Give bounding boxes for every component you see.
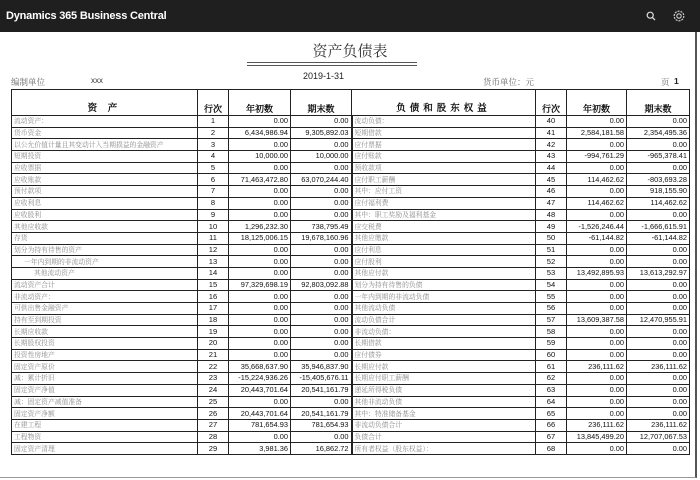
liability-row-no: 46	[536, 186, 567, 198]
table-row	[12, 151, 690, 163]
table-body	[12, 116, 690, 455]
liability-label: 其中：职工奖励及福利基金	[352, 209, 536, 221]
liability-label: 长期应付职工薪酬	[352, 373, 536, 385]
table-row	[12, 443, 690, 455]
page-number: 1	[674, 76, 679, 86]
liability-begin-value: 0.00	[567, 186, 627, 198]
liability-row-no: 51	[536, 244, 567, 256]
table-row	[12, 303, 690, 315]
liability-end-value: 13,613,292.97	[627, 267, 690, 279]
asset-label: 应收利息	[12, 197, 198, 209]
asset-row-no: 29	[198, 443, 229, 455]
asset-label: 在建工程	[12, 419, 198, 431]
app-header	[0, 0, 700, 32]
liability-label: 流动负债：	[352, 116, 536, 128]
liability-begin-value: 236,111.62	[567, 419, 627, 431]
asset-begin-value: 0.00	[229, 244, 291, 256]
liability-end-value: 0.00	[627, 443, 690, 455]
asset-label: 流动资产：	[12, 116, 198, 128]
liability-end-value: 0.00	[627, 244, 690, 256]
asset-end-value: 63,070,244.40	[291, 174, 352, 186]
asset-begin-value: 20,443,701.64	[229, 408, 291, 420]
liability-begin-value: 0.00	[567, 338, 627, 350]
asset-end-value: 16,862.72	[291, 443, 352, 455]
asset-row-no: 13	[198, 256, 229, 268]
asset-begin-value: 0.00	[229, 326, 291, 338]
liability-end-value: 0.00	[627, 373, 690, 385]
asset-begin-value: 0.00	[229, 197, 291, 209]
asset-end-value: 0.00	[291, 267, 352, 279]
liability-begin-value: 0.00	[567, 396, 627, 408]
asset-label: 货币资金	[12, 127, 198, 139]
liability-end-value: 236,111.62	[627, 419, 690, 431]
liability-row-no: 50	[536, 232, 567, 244]
asset-end-value: 20,541,161.79	[291, 408, 352, 420]
liability-label: 长期借款	[352, 338, 536, 350]
asset-begin-value: 1,296,232.30	[229, 221, 291, 233]
asset-label: 以公允价值计量且其变动计入当期损益的金融资产	[12, 139, 198, 151]
asset-label: 划分为持有待售的资产	[12, 244, 198, 256]
header-begin: 年初数	[229, 90, 291, 116]
liability-begin-value: 2,584,181.58	[567, 127, 627, 139]
asset-label: 工程物资	[12, 431, 198, 443]
liability-begin-value: 0.00	[567, 373, 627, 385]
asset-begin-value: 6,434,986.94	[229, 127, 291, 139]
liability-end-value: 0.00	[627, 291, 690, 303]
asset-row-no: 25	[198, 396, 229, 408]
table-row	[12, 244, 690, 256]
asset-begin-value: 0.00	[229, 338, 291, 350]
liability-end-value: 0.00	[627, 349, 690, 361]
asset-row-no: 20	[198, 338, 229, 350]
liability-begin-value: 0.00	[567, 244, 627, 256]
liability-row-no: 42	[536, 139, 567, 151]
liability-row-no: 67	[536, 431, 567, 443]
asset-row-no: 16	[198, 291, 229, 303]
asset-label: 投资性房地产	[12, 349, 198, 361]
table-row	[12, 162, 690, 174]
search-icon[interactable]	[644, 9, 658, 23]
liability-label: 所有者权益（股东权益）：	[352, 443, 536, 455]
liability-end-value: -803,693.28	[627, 174, 690, 186]
asset-row-no: 7	[198, 186, 229, 198]
liability-label: 预收款项	[352, 162, 536, 174]
liability-row-no: 64	[536, 396, 567, 408]
liability-begin-value: 0.00	[567, 326, 627, 338]
asset-row-no: 11	[198, 232, 229, 244]
asset-end-value: 0.00	[291, 326, 352, 338]
liability-label: 短期借款	[352, 127, 536, 139]
asset-label: 长期应收款	[12, 326, 198, 338]
liability-end-value: 236,111.62	[627, 361, 690, 373]
liability-begin-value: 0.00	[567, 162, 627, 174]
liability-label: 其他流动负债	[352, 303, 536, 315]
asset-begin-value: 35,668,637.90	[229, 361, 291, 373]
liability-label: 其他应付款	[352, 267, 536, 279]
table-row	[12, 384, 690, 396]
table-row	[12, 408, 690, 420]
liability-label: 应付票据	[352, 139, 536, 151]
asset-row-no: 15	[198, 279, 229, 291]
table-row	[12, 338, 690, 350]
asset-label: 非流动资产：	[12, 291, 198, 303]
asset-end-value: 0.00	[291, 303, 352, 315]
table-row	[12, 116, 690, 128]
table-row	[12, 221, 690, 233]
header-begin-2: 年初数	[567, 90, 627, 116]
liability-label: 其他应缴款	[352, 232, 536, 244]
liability-end-value: 0.00	[627, 408, 690, 420]
liability-label: 非流动负债：	[352, 326, 536, 338]
asset-end-value: 20,541,161.79	[291, 384, 352, 396]
table-row	[12, 256, 690, 268]
liability-begin-value: 0.00	[567, 116, 627, 128]
liability-row-no: 62	[536, 373, 567, 385]
liability-row-no: 43	[536, 151, 567, 163]
asset-row-no: 14	[198, 267, 229, 279]
asset-end-value: 0.00	[291, 314, 352, 326]
asset-begin-value: 0.00	[229, 396, 291, 408]
header-liabilities-equity: 负债和股东权益	[352, 90, 536, 116]
liability-begin-value: -1,526,246.44	[567, 221, 627, 233]
table-row	[12, 314, 690, 326]
asset-row-no: 2	[198, 127, 229, 139]
liability-label: 应付职工薪酬	[352, 174, 536, 186]
asset-begin-value: 0.00	[229, 209, 291, 221]
liability-label: 流动负债合计	[352, 314, 536, 326]
asset-begin-value: 97,329,698.19	[229, 279, 291, 291]
asset-row-no: 3	[198, 139, 229, 151]
liability-begin-value: 13,845,499.20	[567, 431, 627, 443]
liability-label: 应付福利费	[352, 197, 536, 209]
asset-end-value: 0.00	[291, 431, 352, 443]
asset-label: 应收股利	[12, 209, 198, 221]
liability-row-no: 45	[536, 174, 567, 186]
liability-end-value: -965,378.41	[627, 151, 690, 163]
liability-begin-value: 13,492,895.93	[567, 267, 627, 279]
liability-row-no: 49	[536, 221, 567, 233]
liability-end-value: 114,462.62	[627, 197, 690, 209]
liability-row-no: 41	[536, 127, 567, 139]
header-assets: 资 产	[12, 90, 198, 116]
table-row	[12, 186, 690, 198]
asset-row-no: 6	[198, 174, 229, 186]
asset-end-value: 0.00	[291, 162, 352, 174]
liability-label: 递延所得税负债	[352, 384, 536, 396]
liability-row-no: 48	[536, 209, 567, 221]
liability-row-no: 57	[536, 314, 567, 326]
liability-row-no: 44	[536, 162, 567, 174]
liability-row-no: 60	[536, 349, 567, 361]
liability-label: 非流动负债合计	[352, 419, 536, 431]
liability-row-no: 68	[536, 443, 567, 455]
asset-begin-value: 18,125,006.15	[229, 232, 291, 244]
table-row	[12, 232, 690, 244]
asset-end-value: 0.00	[291, 116, 352, 128]
asset-begin-value: 781,654.93	[229, 419, 291, 431]
asset-row-no: 27	[198, 419, 229, 431]
liability-end-value: 0.00	[627, 396, 690, 408]
asset-label: 存货	[12, 232, 198, 244]
liability-end-value: 0.00	[627, 303, 690, 315]
liability-end-value: -1,666,615.91	[627, 221, 690, 233]
table-row	[12, 139, 690, 151]
liability-row-no: 52	[536, 256, 567, 268]
asset-begin-value: 71,463,472.80	[229, 174, 291, 186]
liability-begin-value: 0.00	[567, 279, 627, 291]
asset-begin-value: 0.00	[229, 256, 291, 268]
liability-begin-value: 0.00	[567, 209, 627, 221]
liability-end-value: 12,470,955.91	[627, 314, 690, 326]
asset-end-value: 10,000.00	[291, 151, 352, 163]
liability-label: 应付利息	[352, 244, 536, 256]
liability-end-value: 12,707,067.53	[627, 431, 690, 443]
table-row	[12, 361, 690, 373]
asset-end-value: 0.00	[291, 396, 352, 408]
table-row	[12, 373, 690, 385]
reporting-entity-label: 编制单位	[11, 77, 46, 87]
asset-label: 应收账款	[12, 174, 198, 186]
asset-label: 固定资产净值	[12, 384, 198, 396]
liability-begin-value: 114,462.62	[567, 174, 627, 186]
liability-begin-value: -61,144.82	[567, 232, 627, 244]
table-row	[12, 431, 690, 443]
table-row	[12, 291, 690, 303]
asset-row-no: 21	[198, 349, 229, 361]
liability-row-no: 40	[536, 116, 567, 128]
liability-label: 其中：特准储备基金	[352, 408, 536, 420]
settings-gear-icon[interactable]	[672, 9, 686, 23]
table-row	[12, 127, 690, 139]
liability-row-no: 65	[536, 408, 567, 420]
liability-label: 负债合计	[352, 431, 536, 443]
liability-label: 应付股利	[352, 256, 536, 268]
asset-begin-value: -15,224,936.26	[229, 373, 291, 385]
asset-row-no: 17	[198, 303, 229, 315]
liability-end-value: 918,155.90	[627, 186, 690, 198]
liability-end-value: 0.00	[627, 209, 690, 221]
liability-label: 应付债券	[352, 349, 536, 361]
asset-row-no: 10	[198, 221, 229, 233]
header-row-no: 行次	[198, 90, 229, 116]
asset-label: 流动资产合计	[12, 279, 198, 291]
asset-label: 固定资产原价	[12, 361, 198, 373]
asset-end-value: 19,678,160.96	[291, 232, 352, 244]
report-title: 资产负债表	[312, 42, 388, 60]
asset-label: 可供出售金融资产	[12, 303, 198, 315]
asset-label: 一年内到期的非流动资产	[12, 256, 198, 268]
asset-label: 减：累计折旧	[12, 373, 198, 385]
asset-row-no: 18	[198, 314, 229, 326]
asset-begin-value: 0.00	[229, 291, 291, 303]
asset-label: 减：固定资产减值准备	[12, 396, 198, 408]
liability-end-value: 0.00	[627, 116, 690, 128]
liability-begin-value: 0.00	[567, 303, 627, 315]
reporting-entity-value: xxx	[91, 76, 103, 85]
liability-begin-value: 0.00	[567, 256, 627, 268]
asset-row-no: 26	[198, 408, 229, 420]
liability-row-no: 53	[536, 267, 567, 279]
asset-end-value: 0.00	[291, 291, 352, 303]
liability-begin-value: 0.00	[567, 443, 627, 455]
asset-end-value: 0.00	[291, 256, 352, 268]
asset-end-value: 0.00	[291, 139, 352, 151]
asset-begin-value: 0.00	[229, 186, 291, 198]
asset-end-value: 0.00	[291, 244, 352, 256]
liability-end-value: 0.00	[627, 384, 690, 396]
currency-unit: 货币单位：元	[483, 77, 535, 87]
liability-begin-value: 0.00	[567, 291, 627, 303]
asset-row-no: 22	[198, 361, 229, 373]
liability-end-value: 2,354,495.36	[627, 127, 690, 139]
liability-end-value: 0.00	[627, 139, 690, 151]
asset-row-no: 8	[198, 197, 229, 209]
table-header-row	[12, 90, 690, 116]
asset-begin-value: 0.00	[229, 303, 291, 315]
liability-end-value: 0.00	[627, 162, 690, 174]
liability-label: 一年内到期的非流动负债	[352, 291, 536, 303]
table-row	[12, 197, 690, 209]
asset-end-value: 0.00	[291, 349, 352, 361]
asset-row-no: 4	[198, 151, 229, 163]
asset-begin-value: 3,981.36	[229, 443, 291, 455]
liability-begin-value: 114,462.62	[567, 197, 627, 209]
liability-begin-value: -994,761.29	[567, 151, 627, 163]
asset-label: 短期投资	[12, 151, 198, 163]
liability-begin-value: 0.00	[567, 139, 627, 151]
table-row	[12, 349, 690, 361]
table-row	[12, 267, 690, 279]
asset-label: 应收票据	[12, 162, 198, 174]
asset-label: 其他流动资产	[12, 267, 198, 279]
asset-begin-value: 10,000.00	[229, 151, 291, 163]
liability-row-no: 63	[536, 384, 567, 396]
liability-row-no: 58	[536, 326, 567, 338]
table-row	[12, 396, 690, 408]
asset-end-value: 9,305,892.03	[291, 127, 352, 139]
asset-begin-value: 0.00	[229, 116, 291, 128]
asset-label: 固定资产清理	[12, 443, 198, 455]
asset-begin-value: 0.00	[229, 314, 291, 326]
asset-end-value: 0.00	[291, 186, 352, 198]
asset-row-no: 23	[198, 373, 229, 385]
table-row	[12, 419, 690, 431]
asset-label: 持有至到期投资	[12, 314, 198, 326]
asset-end-value: 781,654.93	[291, 419, 352, 431]
liability-row-no: 47	[536, 197, 567, 209]
asset-row-no: 28	[198, 431, 229, 443]
liability-row-no: 61	[536, 361, 567, 373]
liability-row-no: 66	[536, 419, 567, 431]
page-label: 页	[661, 77, 670, 87]
liability-end-value: 0.00	[627, 279, 690, 291]
asset-row-no: 9	[198, 209, 229, 221]
asset-begin-value: 0.00	[229, 349, 291, 361]
asset-label: 预付款项	[12, 186, 198, 198]
liability-label: 其中：应付工资	[352, 186, 536, 198]
asset-begin-value: 0.00	[229, 162, 291, 174]
asset-row-no: 1	[198, 116, 229, 128]
header-row-no-2: 行次	[536, 90, 567, 116]
report-date: 2019-1-31	[303, 71, 345, 81]
asset-label: 固定资产净额	[12, 408, 198, 420]
liability-begin-value: 0.00	[567, 408, 627, 420]
asset-end-value: 738,795.49	[291, 221, 352, 233]
liability-label: 划分为持有待售的负债	[352, 279, 536, 291]
table-row	[12, 279, 690, 291]
asset-end-value: 0.00	[291, 209, 352, 221]
asset-begin-value: 0.00	[229, 139, 291, 151]
liability-begin-value: 0.00	[567, 384, 627, 396]
liability-begin-value: 0.00	[567, 349, 627, 361]
asset-end-value: -15,405,676.11	[291, 373, 352, 385]
liability-row-no: 54	[536, 279, 567, 291]
asset-end-value: 92,803,092.88	[291, 279, 352, 291]
asset-begin-value: 0.00	[229, 267, 291, 279]
asset-row-no: 5	[198, 162, 229, 174]
liability-label: 长期应付款	[352, 361, 536, 373]
header-end: 期末数	[291, 90, 352, 116]
liability-row-no: 56	[536, 303, 567, 315]
app-title[interactable]: Dynamics 365 Business Central	[6, 10, 167, 22]
liability-label: 应交税费	[352, 221, 536, 233]
table-row	[12, 174, 690, 186]
header-end-2: 期末数	[627, 90, 690, 116]
balance-sheet-table	[11, 89, 690, 455]
asset-row-no: 12	[198, 244, 229, 256]
liability-label: 其他非流动负债	[352, 396, 536, 408]
asset-row-no: 19	[198, 326, 229, 338]
asset-row-no: 24	[198, 384, 229, 396]
liability-begin-value: 13,609,387.58	[567, 314, 627, 326]
liability-end-value: 0.00	[627, 338, 690, 350]
asset-begin-value: 0.00	[229, 431, 291, 443]
liability-end-value: 0.00	[627, 326, 690, 338]
liability-row-no: 59	[536, 338, 567, 350]
liability-label: 应付账款	[352, 151, 536, 163]
asset-end-value: 35,946,837.90	[291, 361, 352, 373]
table-row	[12, 209, 690, 221]
liability-begin-value: 236,111.62	[567, 361, 627, 373]
asset-label: 其他应收款	[12, 221, 198, 233]
title-double-underline	[247, 62, 417, 66]
liability-end-value: 0.00	[627, 256, 690, 268]
asset-end-value: 0.00	[291, 197, 352, 209]
liability-end-value: -61,144.82	[627, 232, 690, 244]
liability-row-no: 55	[536, 291, 567, 303]
asset-label: 长期股权投资	[12, 338, 198, 350]
asset-begin-value: 20,443,701.64	[229, 384, 291, 396]
asset-end-value: 0.00	[291, 338, 352, 350]
table-row	[12, 326, 690, 338]
